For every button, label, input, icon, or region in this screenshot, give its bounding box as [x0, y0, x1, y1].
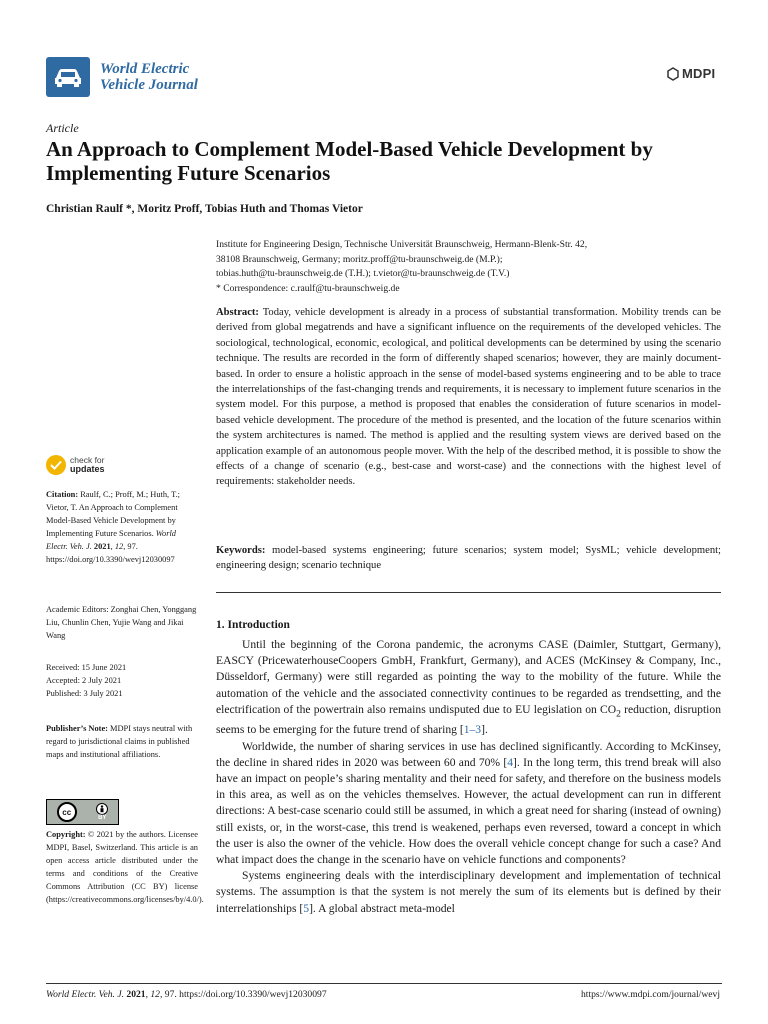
copyright-text: © 2021 by the authors. Licensee MDPI, Basel, Switzerland. This article is an open access article distributed under the terms and conditions of the Creative Commons Attribution (CC BY) license (https://creativecommons.org/licenses/by/4.0/).	[46, 830, 204, 904]
published-date: Published: 3 July 2021	[46, 689, 123, 698]
citation-link[interactable]: 5	[303, 901, 310, 915]
citation-text: Raulf, C.; Proff, M.; Huth, T.; Vietor, T. An Approach to Complement Model-Based Vehicle Development by Implementing Future Scenarios.	[46, 490, 181, 538]
footer-citation: World Electr. Veh. J. 2021, 12, 97. https://doi.org/10.3390/wevj12030097	[46, 989, 327, 1000]
paragraph-text: Systems engineering deals with the interdisciplinary development and implementation of technical systems. The assumption is that the system is not merely the sum of its elements but is defined by their interrelationships [	[216, 869, 721, 915]
author-list: Christian Raulf *, Moritz Proff, Tobias Huth and Thomas Vietor	[46, 203, 363, 215]
publisher-note-text: MDPI stays neutral with regard to jurisdictional claims in published maps and institutional affiliations.	[46, 724, 193, 759]
paragraph-text: Until the beginning of the Corona pandemic, the acronyms CASE (Daimler, Stuttgart, Germany), EASCY (PricewaterhouseCoopers GmbH, Frankfurt, Germany), and ACES (McKinsey & Company, Inc., Düsseldorf, Germany) were still regarded as pointing the way to the mobility of the future. While the automation of the vehicle and the associated connectivity continues to be regarded as trendsetting, and the electrification of the powertrain also remains undisputed due to EU legislation on CO	[216, 638, 721, 716]
footer-journal-url[interactable]: https://www.mdpi.com/journal/wevj	[580, 989, 720, 1000]
citation-link[interactable]: 4	[507, 755, 514, 769]
publisher-note	[46, 722, 198, 761]
mdpi-hex-icon	[667, 67, 679, 81]
citation-doi[interactable]: , 97. https://doi.org/10.3390/wevj12030097	[46, 542, 175, 564]
journal-logo[interactable]	[46, 57, 198, 97]
paragraph	[216, 868, 721, 917]
publisher-note-label: Publisher’s Note:	[46, 724, 108, 733]
dates-block	[46, 661, 198, 700]
introduction-body	[216, 637, 721, 917]
correspondence-line: * Correspondence: c.raulf@tu-braunschweig.de	[216, 282, 400, 294]
paragraph-text: reduction, disruption seems to be emerging for the future trend of sharing [	[216, 702, 721, 737]
cc-by-license-badge[interactable]	[46, 799, 119, 825]
citation-volume: 12	[114, 542, 124, 551]
affiliation	[216, 238, 726, 296]
citation-label: Citation:	[46, 490, 79, 499]
footer-year: 2021	[126, 989, 146, 1000]
footer-volume: 12	[150, 989, 160, 1000]
journal-name-line1: World Electric	[100, 61, 190, 77]
publisher-name: MDPI	[682, 66, 716, 81]
keywords-text: model-based systems engineering; future scenarios; system model; SysML; vehicle development; engineering design; scenario technique	[216, 545, 721, 572]
citation-journal: World Electr. Veh. J.	[46, 529, 176, 551]
received-date: Received: 15 June 2021	[46, 663, 127, 672]
affiliation-line: 38108 Braunschweig, Germany; moritz.proff@tu-braunschweig.de (M.P.);	[216, 253, 503, 265]
by-label: BY	[98, 815, 107, 821]
mdpi-logo[interactable]	[667, 66, 715, 81]
paragraph	[216, 637, 721, 739]
keywords	[216, 543, 721, 574]
paragraph	[216, 739, 721, 869]
article-title: An Approach to Complement Model-Based Vehicle Development by Implementing Future Scenarios	[46, 137, 653, 185]
keywords-label: Keywords:	[216, 545, 266, 556]
footer-divider	[46, 983, 722, 984]
abstract-label: Abstract:	[216, 307, 259, 318]
cc-icon	[57, 802, 77, 822]
person-icon	[96, 803, 108, 815]
paragraph-text: ]. In the long term, this trend break will also have an impact on people’s sharing mentality and their need for safety, and therefore on the business models in this area, as well as on the vehicles themselves. However, the actual development can run in different directions: A best-case scenario could still be assumed, in which a great need for sharing (instead of owning) still exists, or, in the worst-case, this trend is weakened, perhaps even reversed, toward a concept in which the user is also the owner of the vehicle. How does the overall vehicle concept change for such a case? And what impact does the change in the scenario have on vehicle functions and components?	[216, 755, 721, 866]
article-type: Article	[46, 121, 79, 135]
section-divider	[216, 592, 721, 593]
abstract-text: Today, vehicle development is already in a process of substantial transformation. Mobility trends can be derived from global megatrends and have a significant influence on the requirements of the developed vehicles. The sociological, technological, economic, ecological, and political developments can be determined by using the scenario technique. The results are recorded in the form of differently shaped scenarios; however, they are mainly document-based. In order to ensure a holistic approach in the sense of model-based systems engineering and to be able to trace the interrelationships of the fast-changing trends and requirements, it is necessary to implement future scenarios in the system model. For this purpose, a method is proposed that enables the consideration of future scenarios in model-based vehicle development. The procedure of the method is presented, and the location of the future scenarios within the system architectures is named. The method is applied and the resulting system views are derived based on the application example of an autonomous people mover. With the help of the described method, it is possible to show the effects of a change of scenario (e.g., best-case and worst-case) and the connections with the highest level of requirements: stakeholder needs.	[216, 307, 721, 488]
check-line-bold: updates	[70, 464, 105, 474]
citation-year: 2021	[93, 542, 111, 551]
paragraph-text: ]. A global abstract meta-model	[309, 901, 455, 915]
academic-editors: Academic Editors: Zonghai Chen, Yonggang Liu, Chunlin Chen, Yujie Wang and Jikai Wang	[46, 605, 197, 640]
subscript: 2	[616, 708, 621, 720]
affiliation-line: tobias.huth@tu-braunschweig.de (T.H.); t.vietor@tu-braunschweig.de (T.V.)	[216, 268, 510, 279]
cc-label: cc	[62, 807, 72, 817]
paragraph-text: ].	[481, 723, 488, 737]
accepted-date: Accepted: 2 July 2021	[46, 676, 122, 685]
journal-name-line2: Vehicle Journal	[100, 77, 198, 93]
citation-link[interactable]: 1–3	[463, 723, 482, 737]
footer-journal: World Electr. Veh. J.	[46, 989, 124, 1000]
journal-name	[100, 61, 198, 93]
check-line: check for	[70, 455, 105, 465]
copyright-block	[46, 828, 204, 906]
check-for-updates-button[interactable]	[46, 455, 105, 475]
citation-block: Citation: Raulf, C.; Proff, M.; Huth, T.; Vietor, T. An Approach to Complement Model-Based Vehicle Development by Implementing Future Scenarios. World Electr. Veh. J. 2021, 12, 97. https://doi.org/10.3390/wevj12030097	[46, 490, 181, 564]
affiliation-line: Institute for Engineering Design, Technische Universität Braunschweig, Hermann-Blenk-Str. 42,	[216, 239, 588, 250]
section-heading: 1. Introduction	[216, 619, 290, 631]
check-icon	[46, 455, 66, 475]
car-icon	[46, 57, 90, 97]
by-icon	[96, 803, 108, 821]
check-for-updates-label	[70, 456, 105, 474]
copyright-label: Copyright:	[46, 830, 86, 839]
paragraph-text: Worldwide, the number of sharing services in use has declined significantly. According to McKinsey, the decline in shared rides in 2020 was between 60 and 70% [	[216, 739, 721, 769]
abstract	[216, 305, 721, 490]
footer-doi[interactable]: , 97. https://doi.org/10.3390/wevj12030097	[159, 989, 327, 1000]
